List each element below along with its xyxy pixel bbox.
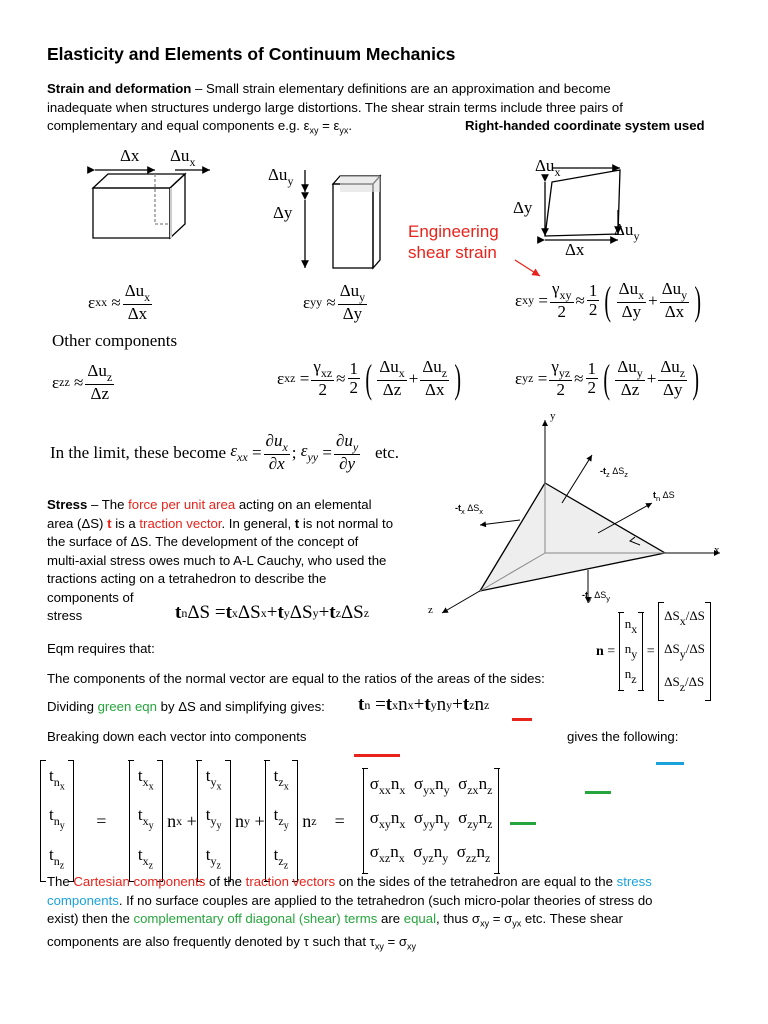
sub: yx: [339, 125, 349, 136]
other-components-label: Other components: [52, 331, 178, 350]
sub: xy: [480, 918, 490, 929]
shear-dux-label: [535, 156, 560, 180]
dash: –: [191, 81, 207, 96]
limit-text: In the limit, these become: [50, 442, 227, 462]
p3c: , thus σ: [436, 911, 481, 926]
ty: -t: [582, 590, 588, 600]
eq-component-matrix: $t_{n_x}$ $t_{n_y}$ $t_{n_z}$ = $t_{x_x}$ $t_{x_y}$ $t_{x_z}$ n x + $t_{y_x}$ $t_{y_y}$ $t_{y_z}$ n y + $t_{z_x}$ $t_{z_y}$ $t_{z_z}$ n z = $\sigma_{xx}n_x$ $\sigma_{yx}n_y$ $\sigma_{zx}n_z$ $\sigma_{xy}n_x$ $\sigma_{yy}n_y$ $\sigma_{zy}n_z$ $\sigma_{xz}n_x$ $\sigma_{yz}n_y$ $\sigma_{zz}n_z$: [40, 760, 499, 882]
duy-text: Δu: [268, 165, 288, 184]
red-overline-tz-col: [354, 754, 400, 757]
engineering-shear-label: [408, 221, 499, 263]
ds: ΔS: [591, 590, 607, 600]
deformed-box-y: [305, 170, 380, 268]
p2a: components: [47, 892, 119, 908]
dividing-b: by ΔS and simplifying gives:: [156, 699, 325, 714]
strain-text-2: inadequate when structures undergo large distortions. The shear strain terms include three pairs of: [47, 99, 623, 115]
sub: y: [606, 593, 611, 603]
ds: ΔS: [609, 466, 625, 476]
eq-exy: ε xy = $\frac{\gamma_{xy}}{2}$ ≈ $\frac{1}{2}$ ( $\frac{\Delta u_x}{\Delta y}$ + $\frac{\Delta u_y}{\Delta x}$ ): [515, 277, 702, 323]
axis-z-label: z: [428, 604, 433, 616]
sub: xy: [407, 941, 417, 952]
tz: -t: [600, 466, 606, 476]
cartesian: Cartesian components: [73, 874, 206, 889]
line1-end: acting on an elemental: [235, 497, 372, 512]
strain-text-1: Small strain elementary definitions are an approximation and become: [206, 81, 611, 96]
line5: tractions acting on a tetrahedron to describe the: [47, 571, 327, 586]
line2c: . In general,: [221, 515, 295, 531]
sub: z: [624, 469, 629, 479]
sub: y: [633, 229, 640, 243]
green-eqn: green eqn: [97, 699, 157, 714]
eq-limit: In the limit, these become $\varepsilon_{xx}$ = $\frac{\partial u_x}{\partial x}$ ; $\varepsilon_{yy}$ = $\frac{\partial u_y}{\partial y}$ etc.: [50, 431, 400, 474]
shear-dx-label: Δx: [565, 240, 585, 259]
etc-text: etc.: [374, 442, 400, 462]
tx: -t: [455, 503, 461, 513]
traction-ty-label: [582, 590, 610, 603]
sub: x: [479, 506, 484, 516]
sub: y: [588, 593, 592, 603]
traction-vectors: traction vectors: [245, 874, 336, 889]
t-bold: t: [294, 515, 300, 531]
eq: = ε: [318, 118, 340, 133]
eq-eyy: ε yy ≈ $\frac{\Delta u_y}{\Delta y}$: [303, 281, 366, 324]
dividing-text: [47, 698, 325, 717]
dx-label: Δx: [120, 146, 140, 165]
dux-label: [170, 146, 195, 170]
line6: components of: [47, 589, 134, 605]
p4a: components are also frequently denoted by τ such that τ: [47, 934, 375, 950]
line4: multi-axial stress owes much to A-L Cauchy, who used the: [47, 552, 387, 568]
eq-exx: ε xx ≈ $\frac{\Delta u_x}{\Delta x}$: [88, 281, 151, 324]
eq-exz: ε xz = $\frac{\gamma_{xz}}{2}$ ≈ $\frac{1}{2}$ ( $\frac{\Delta u_x}{\Delta z}$ + $\frac{\Delta u_z}{\Delta x}$ ): [277, 355, 462, 401]
ds: ΔS: [660, 490, 675, 500]
eq-ezz: ε zz ≈ $\frac{\Delta u_z}{\Delta z}$: [52, 361, 113, 404]
complementary: complementary off diagonal (shear) terms: [133, 911, 378, 926]
axis-y-label: y: [550, 410, 556, 422]
p4-eq: = σ: [383, 934, 408, 950]
p2b: . If no surface couples are applied to the tetrahedron (such micro-polar theories of stress do: [118, 892, 653, 908]
strain-heading: Strain and deformation: [47, 81, 192, 96]
dux-text: Δu: [170, 146, 190, 165]
sub: yx: [512, 918, 522, 929]
force-text: force per unit area: [128, 497, 236, 512]
sub: y: [287, 174, 294, 188]
duy-label: [268, 165, 293, 189]
line2b: is a: [111, 515, 140, 531]
dash: – The: [87, 497, 129, 512]
sub: n: [656, 493, 661, 503]
breaking-text: Breaking down each vector into components: [47, 729, 307, 744]
green-underline-xy: [510, 822, 536, 825]
p3a: exist) then the: [47, 911, 134, 926]
green-underline-yx: [585, 791, 611, 794]
traction-tz-label: [600, 466, 628, 479]
line2a: area (ΔS): [47, 515, 108, 531]
page-title: Elasticity and Elements of Continuum Mechanics: [47, 44, 456, 64]
shear-duy-label: [614, 220, 639, 244]
traction-tx-label: [455, 503, 483, 516]
blue-overline-zx: [656, 762, 684, 765]
duy-text: Δu: [614, 220, 634, 239]
gives-text: gives the following:: [567, 729, 679, 744]
footer-paragraph: [47, 873, 727, 956]
sub: x: [461, 506, 465, 516]
line7: stress: [47, 608, 83, 623]
eq-traction-normal: t n = t x n x + t y n y + t z n z: [358, 694, 490, 715]
line2d: is not normal to: [299, 515, 394, 531]
tn: t: [653, 490, 656, 500]
eq-eyz: ε yz = $\frac{\gamma_{yz}}{2}$ ≈ $\frac{1}{2}$ ( $\frac{\Delta u_y}{\Delta z}$ + $\frac{\Delta u_z}{\Delta y}$ ): [515, 355, 700, 401]
p1c: on the sides of the tetrahedron are equal to the: [335, 874, 617, 889]
equal: equal: [403, 911, 437, 926]
ds: ΔS: [464, 503, 480, 513]
sub: x: [554, 165, 561, 179]
traction-text: traction vector: [139, 515, 222, 531]
deformed-box-x: [93, 170, 210, 238]
red-underline-tz: [512, 718, 532, 721]
dy-label: Δy: [273, 203, 293, 222]
p1b: of the: [205, 874, 246, 889]
shear-dy-label: Δy: [513, 198, 533, 217]
p3-etc: etc. These shear: [521, 911, 623, 926]
strain-text-3: complementary and equal components e.g. ε: [47, 118, 310, 133]
coordinate-note: Right-handed coordinate system used: [465, 118, 705, 133]
dux-text: Δu: [535, 156, 555, 175]
eq-normal-vector: n = nx ny nz = ΔSx/ΔS ΔSy/ΔS ΔSz/ΔS: [596, 602, 711, 701]
sub: xy: [309, 125, 319, 136]
eq-traction-balance: t n ΔS = t x ΔS x + t y ΔS y + t z ΔS z: [175, 602, 370, 623]
stress-word: stress: [616, 874, 652, 889]
strain-diagrams: [40, 140, 740, 280]
p3-eq: = σ: [489, 911, 513, 926]
traction-tn-label: [653, 490, 675, 503]
period: .: [348, 118, 353, 133]
p3b: are: [377, 911, 404, 926]
p1a: The: [47, 874, 74, 889]
sub: x: [189, 155, 196, 169]
t-bold: t: [107, 515, 112, 531]
eqm-text: Eqm requires that:: [47, 641, 155, 656]
axis-x-label: x: [714, 544, 720, 556]
eng-line-2: shear strain: [408, 243, 497, 262]
line3: the surface of ΔS. The development of the concept of: [47, 534, 359, 549]
stress-heading: Stress: [47, 497, 88, 512]
sub: z: [606, 469, 610, 479]
eng-line-1: Engineering: [408, 222, 499, 241]
normal-text: The components of the normal vector are equal to the ratios of the areas of the sides:: [47, 671, 545, 686]
sub: xy: [374, 941, 384, 952]
dividing-a: Dividing: [47, 699, 98, 714]
